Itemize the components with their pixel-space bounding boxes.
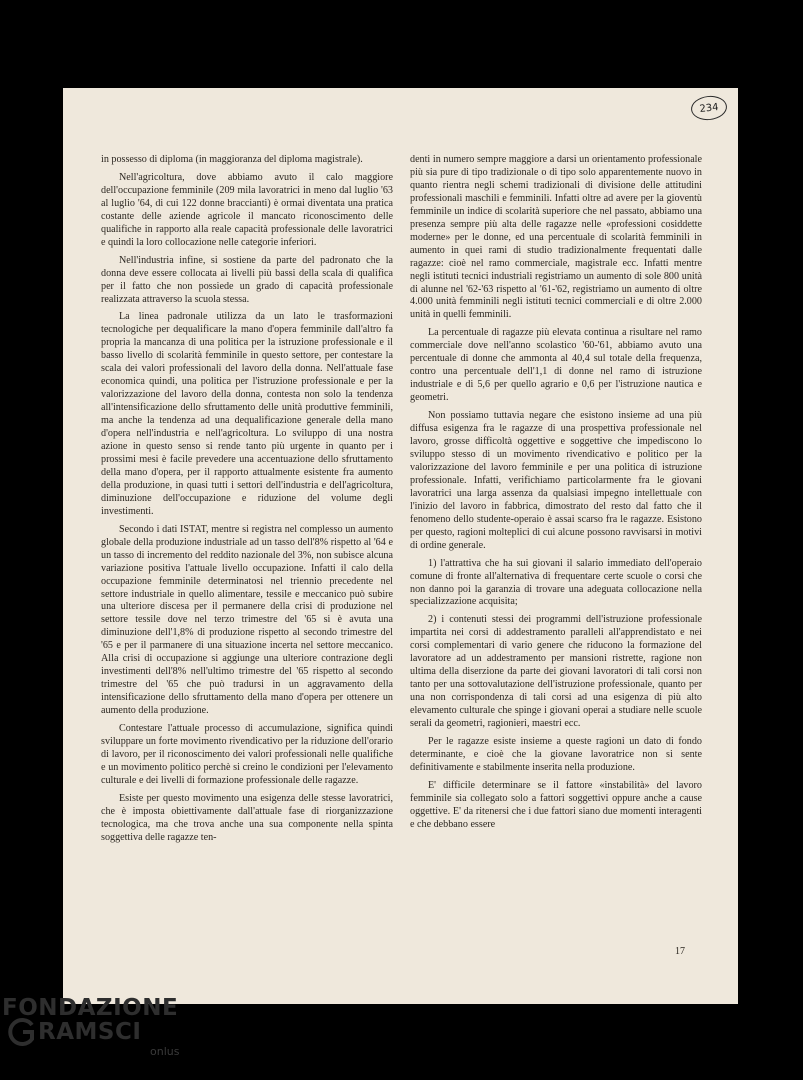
list-item: 2) i contenuti stessi dei programmi dell'istruzione professionale impartita nei corsi di addestramento paralleli all'apprendistato e nei corsi complementari di vario genere che riducono la formazione del lavoratore ad un addestramento per mansioni ristrette, ragione non ultima della diserzione da parte dei giovani lavoratori di tali corsi non tanto per una sottovalutazione dell'istruzione professionale, quanto per una non corrispondenza di tali corsi ad una esigenza di più alto elevamento culturale che spinge i giovani operai a studiare nelle scuole serali da geometri, ragionieri, maestri ecc. bbox=[410, 614, 702, 730]
paragraph: Non possiamo tuttavia negare che esistono insieme ad una più diffusa esigenza fra le ragazze di una prospettiva professionale nel lavoro, grosse difficoltà oggettive e soggettive che impediscono lo sviluppo stesso di un movimento rivendicativo e politico per la valorizzazione del lavoro femminile e per una politica di istruzione professionale. Infatti, verifichiamo particolarmente fra le giovani lavoratrici una larga assenza da qualsiasi impegno intellettuale con l'inizio del lavoro in fabbrica, dimostrato del resto dal fatto che il fenomeno dello studente-operaio è assai scarso fra le ragazze. Esistono per questo, ragioni molteplici di cui alcune possono ravvisarsi in motivi di ordine generale. bbox=[410, 410, 702, 551]
document-page bbox=[63, 88, 738, 1004]
paragraph: Nell'industria infine, si sostiene da parte del padronato che la donna deve essere collocata ai livelli più bassi della scala di qualifica per il fatto che non possiede un grado di capacità professionale realizzata attraverso la scuola stessa. bbox=[101, 254, 393, 305]
watermark-line1: FONDAZIONE bbox=[2, 995, 179, 1021]
paragraph: Per le ragazze esiste insieme a queste ragioni un dato di fondo determinante, e cioè che la giovane lavoratrice non si sente definitivamente e stabilmente inserita nella produzione. bbox=[410, 735, 702, 773]
right-text-column bbox=[410, 154, 702, 837]
watermark-line2: RAMSCI bbox=[38, 1019, 142, 1045]
archive-number-stamp: 234 bbox=[690, 94, 728, 122]
paragraph: E' difficile determinare se il fattore «instabilità» del lavoro femminile sia collegato solo a fattori soggettivi oppure anche a cause oggettive. E' da ritenersi che i due fattori siano due momenti interagenti e che debbano essere bbox=[410, 779, 702, 830]
fondazione-gramsci-watermark bbox=[2, 993, 202, 1063]
gramsci-g-logo-icon bbox=[6, 1017, 36, 1047]
paragraph: La percentuale di ragazze più elevata continua a risultare nel ramo commerciale dove nell'anno scolastico '60-'61, abbiamo avuto una percentuale di donne che ammonta al 40,4 sul totale della frequenza, contro una percentuale dell'1,1 di donne nel ramo di istruzione industriale e di 5,6 per quello agrario e 0,6 per l'istruzione nautica e geometri. bbox=[410, 327, 702, 404]
watermark-suffix: onlus bbox=[150, 1045, 180, 1058]
paragraph: La linea padronale utilizza da un lato le trasformazioni tecnologiche per dequalificare la mano d'opera femminile dall'altro fa propria la mancanza di una politica per la istruzione professionale e il basso livello di scolarità femminile in questo settore, per contestare la scala dei valori professionali del lavoro della donna. Nell'attuale fase economica quindi, una politica per l'istruzione professionale e per la valorizzazione del lavoro della donna, contesta non solo la tendenza all'intensificazione dello sfruttamento delle unità produttive femminili, ma anche la tendenza ad una dequalificazione generale della mano d'opera nell'industria e nell'agricoltura. Lo sviluppo di una nostra azione in questo senso si rende tanto più urgente in quanto per i prossimi mesi è facile prevedere una accentuazione dello sfruttamento della mano d'opera, per il rapporto attualmente esistente fra aumento della produzione, in quasi tutti i settori dell'industria e dell'agricoltura, diminuzione dell'occupazione e riduzione del volume degli investimenti. bbox=[101, 311, 393, 517]
paragraph: denti in numero sempre maggiore a darsi un orientamento professionale più sia pure di tipo tradizionale o di tipo solo apparentemente nuovo in quanto rientra negli schemi tradizionali di divisione delle attitudini professionali maschili e femminili. Infatti oltre ad avere per la gioventù femminile un indice di scolarità superiore che nel passato, abbiamo una presenza sempre più alta delle ragazze nelle «professioni cosiddette moderne» per le donne, ed una percentuale di scolarità femminili in aumento in quei rami di studio tradizionalmente frequentati dalle ragazze: cioè nel ramo commerciale, magistrale ecc. Infatti mentre negli istituti tecnici industriali registriamo un aumento di sole 800 unità di alunne nel '62-'63 rispetto al '61-'62, registriamo un aumento di oltre 4.000 unità femminili negli istituti tecnici commerciali e di oltre 2.000 unità in quelli femminili. bbox=[410, 154, 702, 321]
paragraph: in possesso di diploma (in maggioranza del diploma magistrale). bbox=[101, 154, 363, 165]
paragraph: Esiste per questo movimento una esigenza delle stesse lavoratrici, che è imposta obiettivamente dall'attuale fase di riorganizzazione tecnologica, ma che trova anche una sua componente nella spinta soggettiva delle ragazze ten- bbox=[101, 792, 393, 843]
list-item: 1) l'attrattiva che ha sui giovani il salario immediato dell'operaio comune di fronte all'alternativa di frequentare certe scuole o corsi che non danno poi la garanzia di trovare una adeguata collocazione nella specializzazione acquisita; bbox=[410, 557, 702, 608]
paragraph: Nell'agricoltura, dove abbiamo avuto il calo maggiore dell'occupazione femminile (209 mila lavoratrici in meno dal luglio '63 al luglio '64, di cui 122 donne braccianti) è ormai diventata una pratica costante delle aziende agricole il mancato riconoscimento delle qualifiche in rapporto alla reale capacità professionale delle lavoratrici e quindi la loro collocazione nelle categorie inferiori. bbox=[101, 171, 393, 248]
page-number: 17 bbox=[675, 946, 685, 957]
paragraph: Secondo i dati ISTAT, mentre si registra nel complesso un aumento globale della produzione industriale ad un tasso dell'8% rispetto al '64 e un tasso di incremento del reddito nazionale del 3%, non subisce alcuna variazione positiva l'attuale livello occupazione. Infatti il calo della occupazione femminile determinatosi nel triennio precedente nel settore industriale in quello alimentare, tessile e meccanico può subire una ulteriore discesa per il permanere della crisi di produzione nel settore tessile dove nel terzo trimestre del '65 si è avuta una diminuzione dell'1,8% di produzione rispetto al secondo trimestre del '65 e per il parmanere di una situazione incerta nel settore meccanico. Alla crisi di occupazione si aggiunge una ulteriore contrazione degli investimenti dell'8% nell'ultimo trimestre del '65 rispetto al secondo trimestre del '65 che può tradursi in un aggravamento della intensificazione dello sfruttamento della mano d'opera per ottenere un aumento della produzione. bbox=[101, 523, 393, 717]
left-text-column bbox=[101, 154, 393, 850]
paragraph: Contestare l'attuale processo di accumulazione, significa quindi sviluppare un forte movimento rivendicativo per la riduzione dell'orario di lavoro, per il riconoscimento dei valori professionali nelle qualifiche e un movimento politico perchè si creino le condizioni per l'elevamento culturale e dei livelli di formazione professionale delle ragazze. bbox=[101, 723, 393, 786]
